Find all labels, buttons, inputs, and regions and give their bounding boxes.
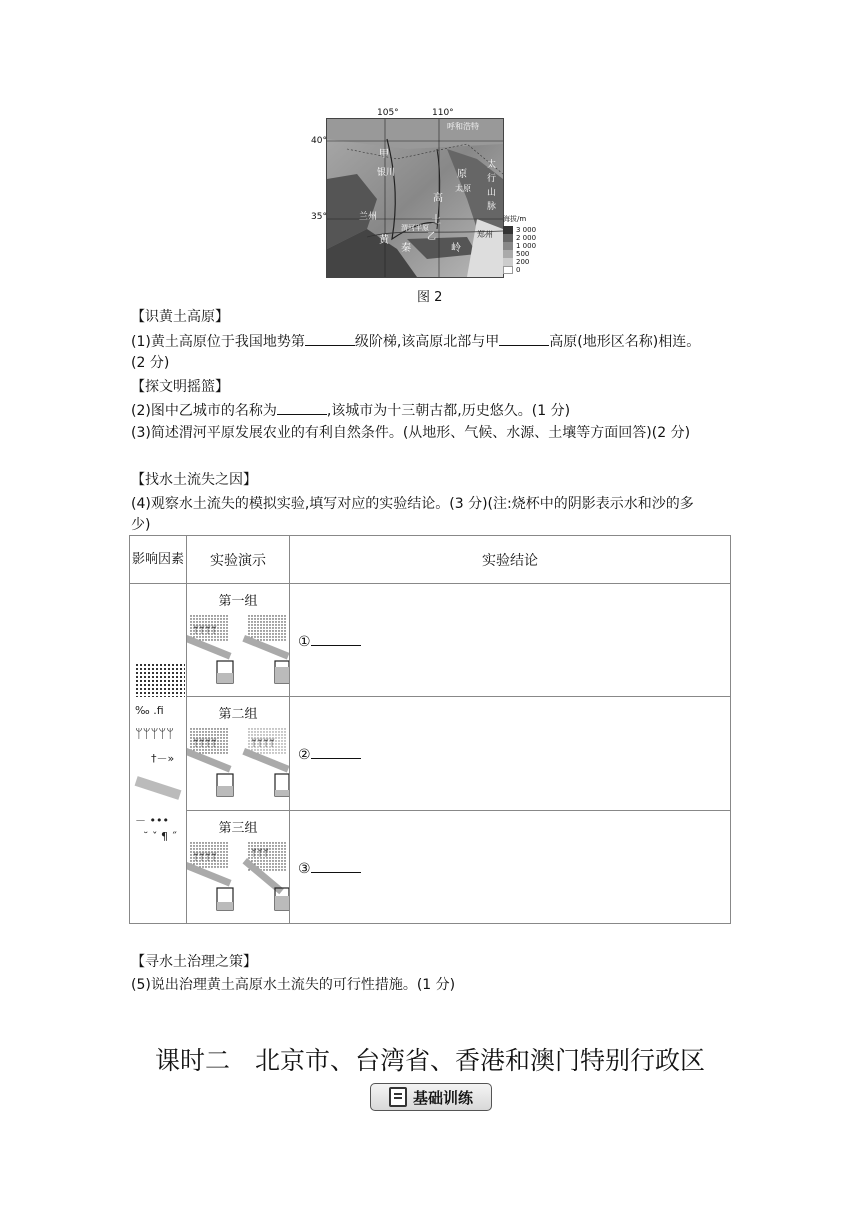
- lesson-title: 课时二 北京市、台湾省、香港和澳门特别行政区: [154, 1046, 705, 1075]
- answer-blank[interactable]: [305, 331, 355, 346]
- factor-symbols: ‰ .ﬁ: [135, 703, 164, 717]
- map-label-yuan: 原: [457, 169, 467, 180]
- legend-value: 2 000: [516, 234, 537, 242]
- map-label-zhengzhou: 郑州: [477, 230, 493, 239]
- conclusion-cell[interactable]: [290, 584, 731, 697]
- map-label-yinchuan: 银川: [377, 168, 396, 178]
- question-5: (5)说出治理黄土高原水土流失的可行性措施。(1 分): [131, 977, 456, 993]
- legend-value: 200: [516, 258, 530, 266]
- map-label-tu: 土: [431, 215, 441, 226]
- answer-blank[interactable]: [277, 400, 327, 415]
- conclusion-cell[interactable]: [290, 811, 731, 924]
- group-title: 第一组: [218, 594, 258, 609]
- legend-value: 500: [516, 250, 530, 258]
- lat-label-35: 35°: [311, 212, 327, 222]
- table-row: [130, 584, 731, 697]
- experiment-illustration: [187, 836, 289, 916]
- svg-text:ᛘᛘᛘᛘ: ᛘᛘᛘᛘ: [193, 738, 217, 749]
- map-label-weihe-plain: 渭河平原: [401, 224, 429, 232]
- question-3: (3)简述渭河平原发展农业的有利自然条件。(从地形、气候、水源、土壤等方面回答)(2 分): [131, 425, 691, 441]
- map-label-qin: 秦: [401, 243, 411, 254]
- experiment-illustration: [187, 609, 289, 689]
- badge-label: 基础训练: [412, 1088, 473, 1107]
- answer-blank[interactable]: [311, 744, 361, 759]
- lon-label-110: 110°: [432, 108, 454, 118]
- basic-training-badge: [370, 1083, 492, 1111]
- map-label-huhehaote: 呼和浩特: [447, 122, 479, 131]
- answer-marker: ③: [298, 860, 311, 877]
- map-label-huang: 黄: [379, 235, 389, 246]
- map-label-yi: 乙: [427, 232, 437, 242]
- lat-label-40: 40°: [311, 136, 327, 146]
- map-label-lanzhou: 兰州: [359, 212, 378, 222]
- answer-marker: ②: [298, 747, 311, 763]
- question-1-part-a: (1)黄土高原位于我国地势第: [131, 334, 305, 350]
- question-1-part-b: 级阶梯,该高原北部与甲: [354, 334, 500, 350]
- question-2-part-b: ,该城市为十三朝古都,历史悠久。(1 分): [326, 403, 571, 419]
- factor-symbols: － •••: [135, 813, 169, 827]
- section-heading: 【探文明摇篮】: [131, 379, 229, 395]
- demo-cell: [187, 697, 290, 811]
- section-heading: 【寻水土治理之策】: [131, 954, 257, 970]
- legend-value: 1 000: [516, 242, 537, 250]
- book-icon: [389, 1087, 407, 1107]
- map-label-tai: 太: [487, 160, 497, 170]
- question-4-line-2: 少): [131, 517, 151, 533]
- answer-blank[interactable]: [499, 331, 549, 346]
- svg-text:ᛘᛘᛘᛘ: ᛘᛘᛘᛘ: [251, 738, 275, 749]
- vegetation-icon: ᛘᛘᛘᛘᛘ: [135, 726, 175, 742]
- group-title: 第二组: [218, 707, 258, 722]
- lon-label-105: 105°: [377, 108, 399, 118]
- section-heading: 【找水土流失之因】: [131, 472, 257, 488]
- answer-blank[interactable]: [311, 858, 361, 873]
- map-graphic: [327, 119, 503, 277]
- experiment-illustration: [187, 722, 289, 802]
- legend-value: 3 000: [516, 226, 537, 234]
- table-row: [130, 697, 731, 811]
- map-label-ling: 岭: [451, 243, 461, 254]
- section-heading: 【识黄土高原】: [131, 309, 229, 325]
- svg-text:ᛘᛘᛘᛘ: ᛘᛘᛘᛘ: [193, 625, 217, 636]
- table-header-row: [130, 536, 731, 584]
- question-1-part-c: 高原(地形区名称)相连。: [549, 334, 701, 350]
- factor-cell: [130, 584, 187, 924]
- demo-cell: [187, 811, 290, 924]
- question-1-score: (2 分): [131, 355, 170, 371]
- question-2-part-a: (2)图中乙城市的名称为: [131, 403, 277, 419]
- question-1: [131, 331, 700, 352]
- map-label-jia: 甲: [379, 149, 389, 160]
- question-4-line-1: (4)观察水土流失的模拟实验,填写对应的实验结论。(3 分)(注:烧杯中的阴影表示水和沙的多: [131, 496, 694, 512]
- map-label-mai: 脉: [487, 202, 497, 212]
- elevation-legend: [503, 214, 553, 274]
- svg-text:ᛘᛘᛘ: ᛘᛘᛘ: [251, 848, 269, 859]
- factor-symbols: ˘ ˇ ¶ ˝: [143, 829, 177, 843]
- table-row: [130, 811, 731, 924]
- topographic-map: [326, 118, 504, 278]
- factor-symbols: †－»: [151, 751, 175, 765]
- legend-title: 海拔/m: [503, 215, 527, 223]
- header-demo: 实验演示: [187, 536, 290, 584]
- svg-text:ᛘᛘᛘᛘ: ᛘᛘᛘᛘ: [193, 852, 217, 863]
- map-label-shan: 山: [487, 188, 497, 198]
- header-factor: 影响因素: [130, 536, 187, 584]
- answer-marker: ①: [298, 633, 311, 650]
- map-label-taiyuan: 太原: [455, 184, 471, 193]
- conclusion-cell[interactable]: [290, 697, 731, 811]
- map-label-hang: 行: [487, 174, 497, 184]
- figure-caption: 图 2: [417, 290, 443, 305]
- demo-cell: [187, 584, 290, 697]
- answer-blank[interactable]: [311, 631, 361, 646]
- header-conclusion: 实验结论: [290, 536, 731, 584]
- question-2: [131, 400, 570, 421]
- rain-pattern: [135, 663, 185, 697]
- slope-icon: [135, 776, 182, 800]
- legend-value: 0: [516, 266, 521, 274]
- experiment-table: [129, 535, 731, 924]
- map-label-gao: 高: [433, 193, 443, 204]
- group-title: 第三组: [218, 821, 258, 836]
